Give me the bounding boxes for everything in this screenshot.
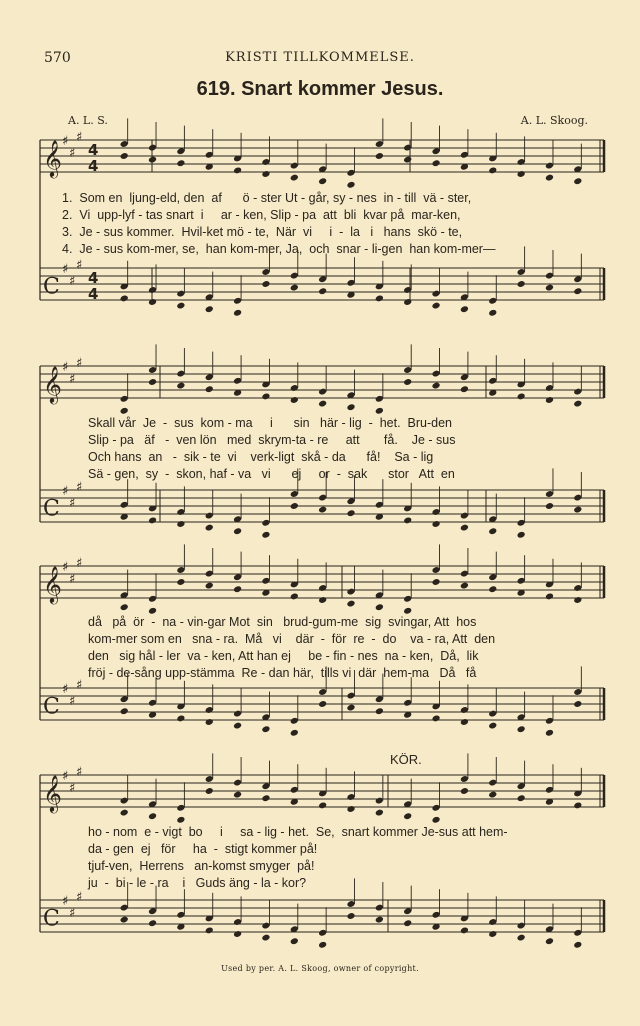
note-head [545, 284, 554, 292]
note-head [432, 578, 441, 586]
note-head [545, 396, 554, 404]
note-head [488, 722, 497, 730]
note-head [432, 302, 441, 310]
note-head [488, 166, 497, 174]
composer-credit: A. L. Skoog. [520, 114, 588, 127]
note-head [261, 531, 270, 539]
note-head [375, 294, 384, 302]
note-head [233, 309, 242, 317]
note-head [488, 527, 497, 535]
note-head [318, 596, 327, 604]
note-head [545, 937, 554, 945]
verse-line: Slip - pa äf - ven lön med skrym-ta - re att få. Je - sus [88, 433, 456, 447]
note-head [318, 700, 327, 708]
note-head [261, 934, 270, 942]
sharp-icon: ♯ [76, 480, 83, 495]
note-head [318, 801, 327, 809]
note-head [176, 302, 185, 310]
note-head [573, 287, 582, 295]
sharp-icon: ♯ [62, 262, 69, 277]
note-head [517, 280, 526, 288]
note-head [403, 812, 412, 820]
note-head [148, 298, 157, 306]
note-head [290, 284, 299, 292]
treble-clef-icon: 𝄞 [43, 564, 62, 603]
hymn-title: 619. Snart kommer Jesus. [196, 78, 444, 100]
note-head [233, 722, 242, 730]
note-head [261, 794, 270, 802]
note-head [460, 787, 469, 795]
sharp-icon: ♯ [62, 484, 69, 499]
note-head [346, 704, 355, 712]
verse-line: Skall vår Je - sus kom - ma i sin här - lig - het. Bru-den [88, 416, 452, 430]
note-head [346, 805, 355, 813]
note-head [120, 294, 129, 302]
note-head [375, 407, 384, 415]
verse-line: Sä - gen, sy - skon, haf - va vi ej or - sak stor Att en [88, 467, 455, 481]
note-head [573, 506, 582, 514]
note-head [148, 378, 157, 386]
note-head [375, 152, 384, 160]
note-head [375, 603, 384, 611]
note-head [318, 941, 327, 949]
note-head [460, 524, 469, 532]
note-head [176, 382, 185, 390]
time-signature: 4 [88, 157, 99, 176]
note-head [290, 174, 299, 182]
note-head [573, 596, 582, 604]
sharp-icon: ♯ [69, 274, 76, 289]
note-head [205, 787, 214, 795]
note-head [517, 794, 526, 802]
treble-clef-icon: 𝄞 [43, 364, 62, 403]
sharp-icon: ♯ [76, 678, 83, 693]
note-head [176, 520, 185, 528]
sharp-icon: ♯ [76, 356, 83, 371]
note-head [488, 585, 497, 593]
note-head [120, 407, 129, 415]
note-head [545, 502, 554, 510]
note-head [290, 592, 299, 600]
note-head [545, 729, 554, 737]
note-head [488, 791, 497, 799]
note-head [205, 524, 214, 532]
note-head [573, 177, 582, 185]
sharp-icon: ♯ [62, 894, 69, 909]
note-head [346, 403, 355, 411]
note-head [403, 516, 412, 524]
note-head [176, 578, 185, 586]
note-head [261, 725, 270, 733]
verse-line: ju - bi - le - ra i Guds äng - la - kor? [88, 876, 307, 890]
note-head [261, 170, 270, 178]
note-head [290, 502, 299, 510]
sharp-icon: ♯ [62, 682, 69, 697]
note-head [318, 400, 327, 408]
note-head [375, 916, 384, 924]
note-head [346, 509, 355, 517]
sharp-icon: ♯ [76, 130, 83, 145]
note-head [517, 725, 526, 733]
verse-line: då på ör - na - vin-gar Mot sin brud-gum-me sig svingar, Att hos [88, 615, 477, 629]
note-head [432, 159, 441, 167]
sharp-icon: ♯ [69, 781, 76, 796]
sharp-icon: ♯ [76, 890, 83, 905]
note-head [488, 309, 497, 317]
note-head [233, 166, 242, 174]
note-head [290, 729, 299, 737]
note-head [290, 396, 299, 404]
author-credit: A. L. S. [68, 114, 108, 127]
sharp-icon: ♯ [76, 258, 83, 273]
note-head [205, 718, 214, 726]
bass-clef-icon: C [43, 274, 60, 300]
note-head [545, 174, 554, 182]
note-head [120, 603, 129, 611]
note-head [460, 305, 469, 313]
note-head [573, 941, 582, 949]
note-head [205, 385, 214, 393]
note-head [573, 700, 582, 708]
note-head [460, 385, 469, 393]
sharp-icon: ♯ [62, 134, 69, 149]
note-head [233, 791, 242, 799]
note-head [205, 926, 214, 934]
verse-line: da - gen ej för ha - stigt kommer på! [88, 842, 318, 856]
note-head [261, 280, 270, 288]
note-head [460, 718, 469, 726]
note-head [233, 527, 242, 535]
sharp-icon: ♯ [62, 560, 69, 575]
note-head [318, 287, 327, 295]
note-head [573, 400, 582, 408]
running-title: KRISTI TILLKOMMELSE. [225, 50, 415, 65]
verse-line: tjuf-ven, Herrens an-komst smyger på! [88, 859, 315, 873]
treble-clef-icon: 𝄞 [43, 138, 62, 177]
note-head [120, 707, 129, 715]
copyright-footer: Used by per. A. L. Skoog, owner of copyright. [221, 964, 419, 973]
verse-line: 3. Je - sus kommer. Hvil-ket mö - te, När vi i - la i hans skö - te, [62, 225, 463, 239]
note-head [517, 170, 526, 178]
verse-line: kom-mer som en sna - ra. Må vi där - för re - do va - ra, Att den [88, 632, 496, 646]
note-head [432, 714, 441, 722]
verse-line: fröj - de-sång upp-stämma Re - dan här, tills vi där hem-ma Då få [88, 666, 477, 680]
note-head [460, 582, 469, 590]
note-head [233, 585, 242, 593]
note-head [148, 516, 157, 524]
note-head [148, 812, 157, 820]
verse-line: den sig hål - ler va - ken, Att han ej be - fin - nes na - ken, Då, lik [88, 649, 479, 663]
sharp-icon: ♯ [69, 572, 76, 587]
note-head [573, 801, 582, 809]
verse-line: Och hans an - sik - te vi verk-ligt skå - da få! Sa - lig [88, 450, 434, 464]
sharp-icon: ♯ [76, 765, 83, 780]
note-head [233, 930, 242, 938]
chorus-label: KÖR. [390, 752, 422, 767]
verse-line: ho - nom e - vigt bo i sa - lig - het. Se, snart kommer Je-sus att hem- [88, 825, 508, 839]
verse-line: 2. Vi upp-lyf - tas snart i ar - ken, Slip - pa att bli kvar på mar-ken, [62, 208, 461, 222]
time-signature: 4 [88, 269, 99, 288]
bass-clef-icon: C [43, 906, 60, 932]
note-head [205, 305, 214, 313]
note-head [346, 181, 355, 189]
note-head [403, 919, 412, 927]
sharp-icon: ♯ [69, 146, 76, 161]
note-head [318, 177, 327, 185]
note-head [432, 816, 441, 824]
note-head [261, 392, 270, 400]
page-number: 570 [44, 50, 71, 66]
note-head [290, 937, 299, 945]
note-head [148, 156, 157, 164]
note-head [403, 298, 412, 306]
note-head [176, 159, 185, 167]
note-head [120, 809, 129, 817]
note-head [545, 592, 554, 600]
treble-clef-icon: 𝄞 [43, 773, 62, 812]
note-head [403, 607, 412, 615]
sharp-icon: ♯ [69, 694, 76, 709]
note-head [432, 382, 441, 390]
verse-line: 4. Je - sus kom-mer, se, han kom-mer, Ja, och snar - li-gen han kom-mer— [62, 242, 496, 256]
note-head [432, 520, 441, 528]
note-head [375, 809, 384, 817]
note-head [148, 607, 157, 615]
sharp-icon: ♯ [69, 906, 76, 921]
note-head [176, 816, 185, 824]
note-head [517, 392, 526, 400]
note-head [120, 916, 129, 924]
note-head [318, 506, 327, 514]
note-head [460, 926, 469, 934]
bass-clef-icon: C [43, 694, 60, 720]
note-head [517, 934, 526, 942]
sharp-icon: ♯ [62, 769, 69, 784]
note-head [205, 582, 214, 590]
note-head [375, 707, 384, 715]
note-head [488, 930, 497, 938]
verse-line: 1. Som en ljung-eld, den af ö - ster Ut - går, sy - nes in - till vä - ster, [62, 191, 472, 205]
time-signature: 4 [88, 285, 99, 304]
sharp-icon: ♯ [69, 372, 76, 387]
note-head [403, 156, 412, 164]
note-head [403, 378, 412, 386]
note-head [120, 152, 129, 160]
sharp-icon: ♯ [62, 360, 69, 375]
note-head [346, 912, 355, 920]
note-head [176, 714, 185, 722]
sharp-icon: ♯ [76, 556, 83, 571]
note-head [148, 919, 157, 927]
note-head [517, 531, 526, 539]
sharp-icon: ♯ [69, 496, 76, 511]
time-signature: 4 [88, 141, 99, 160]
bass-clef-icon: C [43, 496, 60, 522]
note-head [346, 600, 355, 608]
